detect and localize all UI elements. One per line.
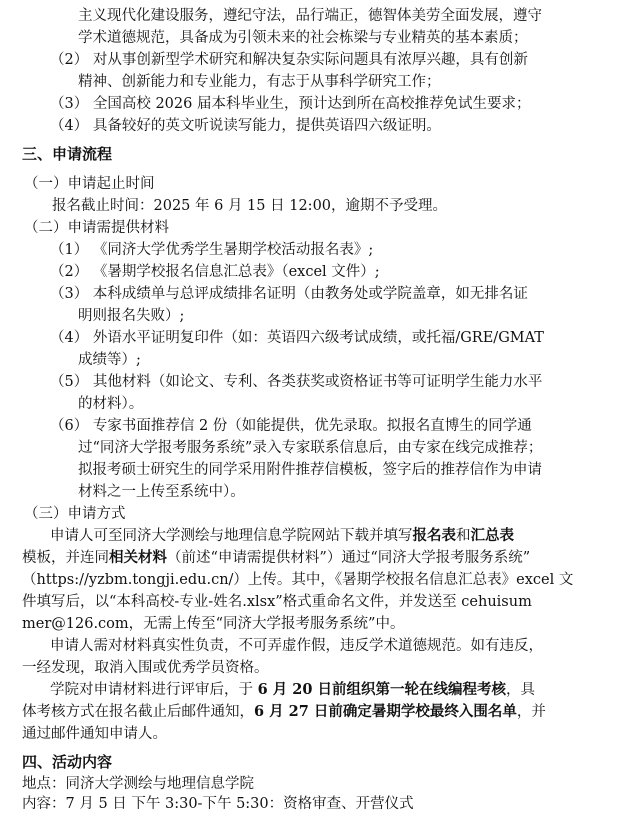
text-line bbox=[50, 526, 514, 546]
text-line: （2） 对从事创新型学术研究和解决复杂实际问题具有浓厚兴趣，具有创新 bbox=[50, 52, 528, 68]
text-line: 明则报名失败）; bbox=[78, 308, 185, 324]
text-span: 模板，并连同 bbox=[22, 550, 109, 566]
subsection-heading: （一）申请起止时间 bbox=[24, 176, 155, 192]
text-span: （前述“申请需提供材料”）通过“同济大学报考服务系统” bbox=[167, 550, 531, 566]
text-line: 拟报考硕士研究生的同学采用附件推荐信模板，签字后的推荐信作为申请 bbox=[78, 462, 542, 478]
text-line: 精神、创新能力和专业能力，有志于从事科学研究工作； bbox=[78, 74, 441, 90]
text-span: 和 bbox=[456, 528, 471, 544]
text-line: 件填写后，以“本科高校-专业-姓名.xlsx”格式重命名文件，并发送至 cehuisum bbox=[22, 594, 532, 610]
text-line: 一经发现，取消入围或优秀学员资格。 bbox=[22, 660, 269, 676]
text-line: 学术道德规范，具备成为引领未来的社会栋梁与专业精英的基本素质； bbox=[78, 30, 528, 46]
list-item: （1） 《同济大学优秀学生暑期学校活动报名表》; bbox=[50, 242, 374, 258]
text-line: 主义现代化建设服务，遵纪守法，品行端正，德智体美劳全面发展，遵守 bbox=[78, 8, 542, 24]
bold-text: 报名表 bbox=[412, 527, 456, 544]
text-line: 通过邮件通知申请人。 bbox=[22, 726, 167, 742]
text-line bbox=[50, 680, 535, 700]
text-line: 报名截止时间：2025 年 6 月 15 日 12:00，逾期不予受理。 bbox=[52, 198, 448, 214]
text-line: （4） 具备较好的英文听说读写能力，提供英语四六级证明。 bbox=[50, 118, 441, 134]
bold-text: 6 月 27 日前确定暑期学校最终入围名单 bbox=[254, 703, 517, 720]
text-line: 的材料）。 bbox=[78, 396, 144, 412]
text-line: mer@126.com，无需上传至“同济大学报考服务系统”中。 bbox=[22, 616, 405, 632]
text-line: 内容：7 月 5 日 下午 3:30-下午 5:30：资格审查、开营仪式 bbox=[22, 796, 414, 812]
list-item: （2） 《暑期学校报名信息汇总表》（excel 文件）; bbox=[50, 264, 380, 280]
text-span: 体考核方式在报名截止后邮件通知， bbox=[22, 704, 254, 720]
text-span: 学院对申请材料进行评审后，于 bbox=[50, 682, 258, 698]
text-line: 申请人需对材料真实性负责，不可弄虚作假，违反学术道德规范。如有违反， bbox=[50, 638, 543, 654]
bold-text: 汇总表 bbox=[470, 527, 514, 544]
list-item: （6） 专家书面推荐信 2 份（如能提供，优先录取。拟报名直博生的同学通 bbox=[50, 418, 532, 434]
bold-text: 相关材料 bbox=[109, 549, 167, 566]
text-line: （https://yzbm.tongji.edu.cn/）上传。其中，《暑期学校报名信息汇总表》excel 文 bbox=[22, 572, 574, 588]
list-item: （4） 外语水平证明复印件（如：英语四六级考试成绩，或托福/GRE/GMAT bbox=[50, 330, 544, 346]
text-span: ，具 bbox=[506, 682, 536, 698]
list-item: （3） 本科成绩单与总评成绩排名证明（由教务处或学院盖章，如无排名证 bbox=[50, 286, 528, 302]
subsection-heading: （三）申请方式 bbox=[24, 506, 126, 522]
text-line: 过“同济大学报考服务系统”录入专家联系信息后，由专家在线完成推荐； bbox=[78, 440, 543, 456]
text-line bbox=[22, 548, 530, 568]
subsection-heading: （二）申请需提供材料 bbox=[24, 220, 169, 236]
text-line: 成绩等）; bbox=[78, 352, 141, 368]
list-item: （5） 其他材料（如论文、专利、各类获奖或资格证书等可证明学生能力水平 bbox=[50, 374, 543, 390]
section-heading: 四、活动内容 bbox=[22, 753, 113, 771]
section-heading: 三、申请流程 bbox=[22, 145, 113, 163]
text-span: ，并 bbox=[516, 704, 546, 720]
text-line: 材料之一上传至系统中）。 bbox=[78, 484, 245, 500]
text-line bbox=[22, 702, 546, 722]
text-line: 地点：同济大学测绘与地理信息学院 bbox=[22, 776, 254, 792]
bold-text: 6 月 20 日前组织第一轮在线编程考核 bbox=[257, 681, 507, 698]
text-line: （3） 全国高校 2026 届本科毕业生，预计达到所在高校推荐免试生要求； bbox=[50, 96, 531, 112]
text-span: 申请人可至同济大学测绘与地理信息学院网站下载并填写 bbox=[50, 528, 413, 544]
